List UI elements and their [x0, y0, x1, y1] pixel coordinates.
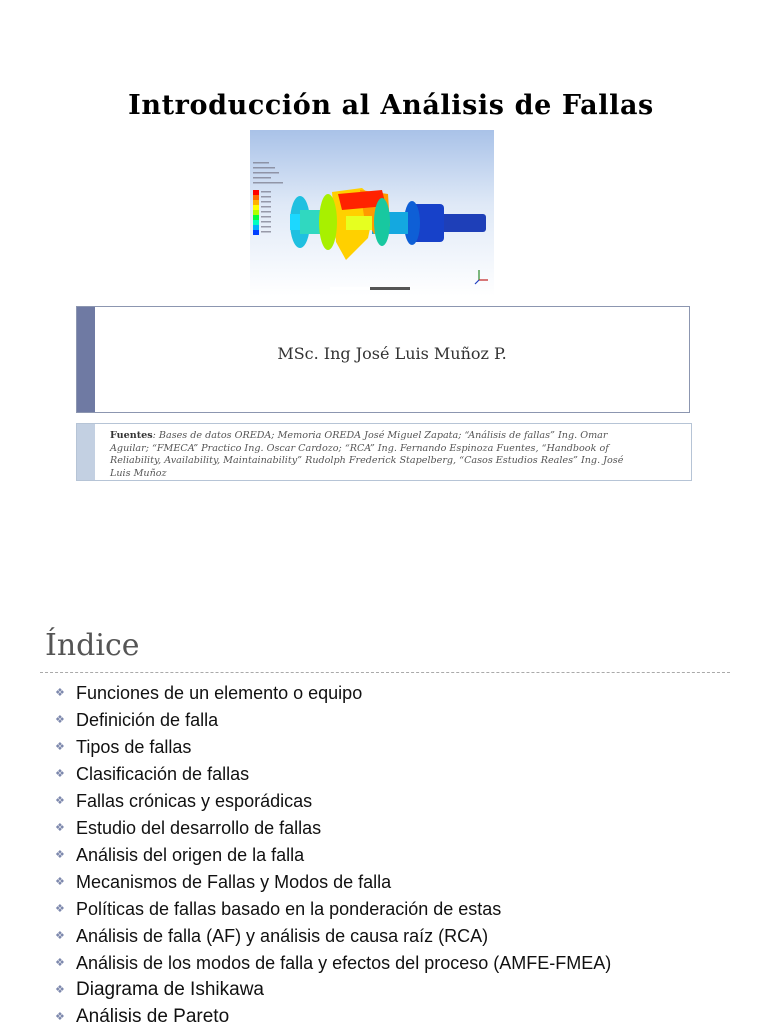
diamond-bullet-icon: ❖ [55, 741, 65, 753]
title-divider [40, 672, 730, 673]
diamond-bullet-icon: ❖ [55, 768, 65, 780]
sources-box [76, 423, 692, 481]
list-item [55, 871, 611, 898]
list-item [55, 898, 611, 925]
axis-triad [475, 270, 488, 284]
list-item [55, 709, 611, 736]
diamond-bullet-icon: ❖ [55, 849, 65, 861]
diamond-bullet-icon: ❖ [55, 957, 65, 969]
diamond-bullet-icon: ❖ [55, 1011, 65, 1023]
list-item [55, 817, 611, 844]
list-item-label: Estudio del desarrollo de fallas [76, 818, 322, 838]
simulation-graphic [250, 130, 494, 296]
diamond-bullet-icon: ❖ [55, 714, 65, 726]
slide-title: Introducción al Análisis de Fallas [128, 90, 654, 121]
list-item-label: Análisis de falla (AF) y análisis de causa raíz (RCA) [76, 926, 489, 946]
list-item-label: Diagrama de Ishikawa [76, 979, 264, 1000]
legend-color-scale [253, 162, 283, 235]
diamond-bullet-icon: ❖ [55, 876, 65, 888]
list-item-label: Definición de falla [76, 710, 219, 730]
list-item-label: Análisis de Pareto [76, 1006, 230, 1027]
diamond-bullet-icon: ❖ [55, 822, 65, 834]
list-item [55, 925, 611, 952]
list-item-label: Fallas crónicas y esporádicas [76, 791, 313, 811]
sources-accent-bar [77, 424, 95, 480]
list-item [55, 736, 611, 763]
diamond-bullet-icon: ❖ [55, 930, 65, 942]
sources-label: Fuentes [110, 430, 153, 441]
list-item [55, 763, 611, 790]
diamond-bullet-icon: ❖ [55, 687, 65, 699]
index-title: Índice [45, 628, 140, 663]
author-name: MSc. Ing José Luis Muñoz P. [277, 344, 507, 363]
list-item [55, 979, 611, 1006]
list-item-label: Funciones de un elemento o equipo [76, 683, 363, 703]
scale-bar [330, 287, 410, 290]
crankshaft-stress-simulation-image [250, 130, 494, 296]
diamond-bullet-icon: ❖ [55, 795, 65, 807]
list-item [55, 682, 611, 709]
sources-text-block [110, 430, 643, 480]
list-item [55, 790, 611, 817]
author-box [76, 306, 690, 413]
list-item-label: Análisis de los modos de falla y efectos del proceso (AMFE-FMEA) [76, 953, 612, 973]
crankshaft-model [290, 188, 486, 260]
index-slide [0, 612, 768, 1027]
diamond-bullet-icon: ❖ [55, 903, 65, 915]
list-item [55, 844, 611, 871]
list-item-label: Clasificación de fallas [76, 764, 250, 784]
sources-text: : Bases de datos OREDA; Memoria OREDA José Miguel Zapata; “Análisis de fallas” Ing. Omar Aguilar; “FMECA” Practico Ing. Oscar Cardozo; “RCA” Ing. Fernando Espinoza Fuentes, “Handbook of Reliability, Availability, Maintainability” Rudolph Frederick Stapelberg, “Casos Estudios Reales” Ing. José Luis Muñoz [110, 430, 624, 479]
list-item-label: Políticas de fallas basado en la ponderación de estas [76, 899, 502, 919]
list-item [55, 1006, 611, 1033]
index-list [55, 682, 611, 1033]
author-accent-bar [77, 307, 95, 412]
list-item [55, 952, 611, 979]
list-item-label: Mecanismos de Fallas y Modos de falla [76, 872, 392, 892]
diamond-bullet-icon: ❖ [55, 984, 65, 996]
list-item-label: Análisis del origen de la falla [76, 845, 305, 865]
list-item-label: Tipos de fallas [76, 737, 192, 757]
